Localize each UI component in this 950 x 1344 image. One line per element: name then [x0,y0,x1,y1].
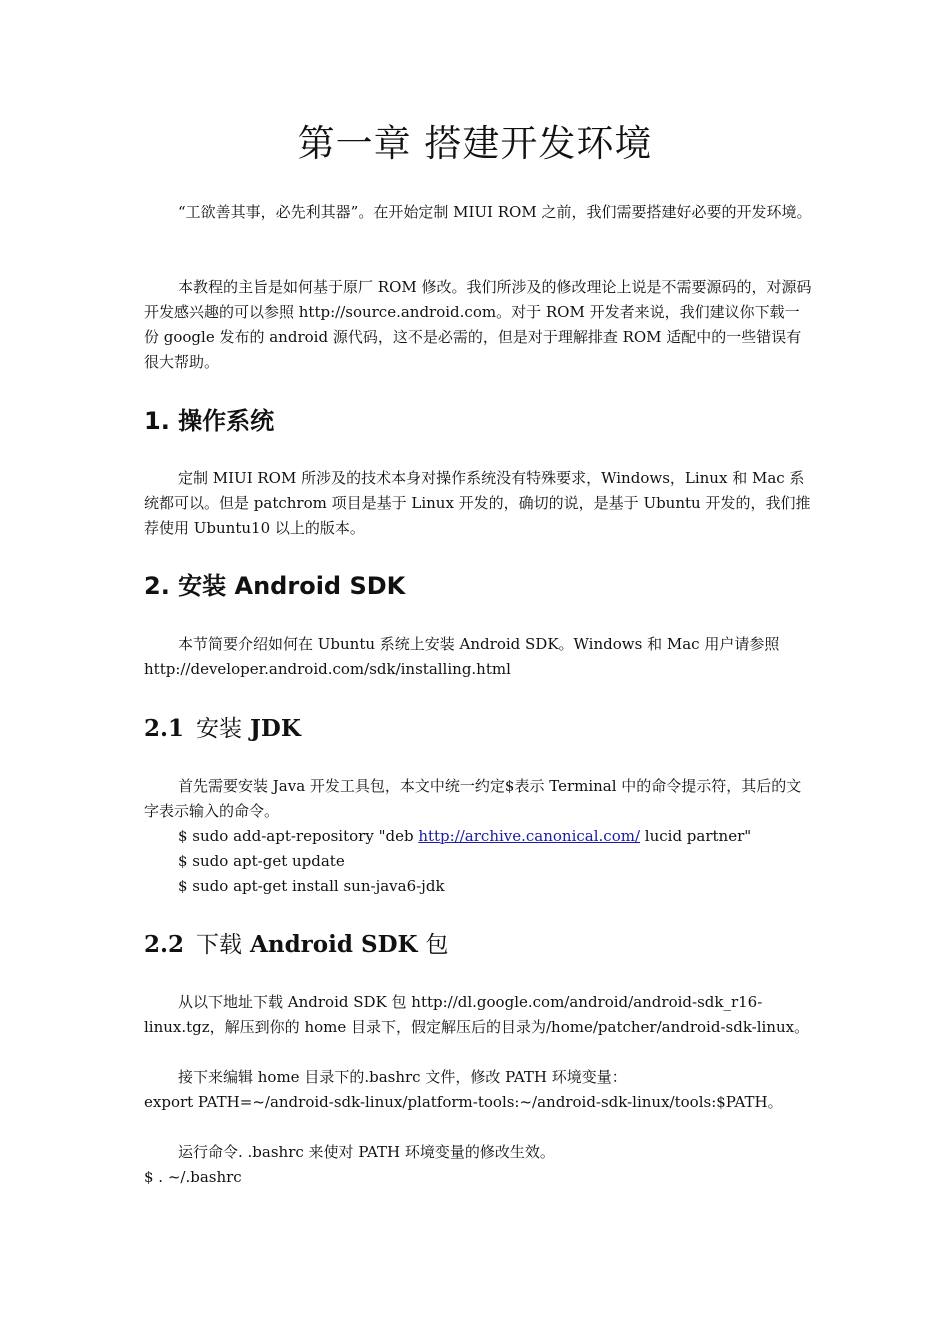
section-heading-android-sdk: 2. 安装 Android SDK [144,572,406,600]
section-sdk-paragraph: 本节简要介绍如何在 Ubuntu 系统上安装 Android SDK。Windows 和 Mac 用户请参照 http://developer.android.com/sdk/installing.html [144,635,780,678]
subsection-number: 2.1 [144,715,185,742]
command-add-repo [178,824,751,849]
source-bashrc-command: $ . ~/.bashrc [144,1168,242,1186]
command-install-jdk: $ sudo apt-get install sun-java6-jdk [178,877,445,895]
subsection-number: 2.2 [144,931,185,958]
subsection-heading-cn: 包 [425,932,449,958]
chapter-title: 第一章 搭建开发环境 [297,122,653,165]
section-os-paragraph: 定制 MIUI ROM 所涉及的技术本身对操作系统没有特殊要求，Windows，Linux 和 Mac 系统都可以。但是 patchrom 项目是基于 Linux 开发的，确切的说，是基于 Ubuntu 开发的，我们推荐使用 Ubuntu10 以上的版本。 [144,469,811,537]
intro-paragraph-2: 本教程的主旨是如何基于原厂 ROM 修改。我们所涉及的修改理论上说是不需要源码的，对源码开发感兴趣的可以参照 http://source.android.com。对于 ROM 开发者来说，我们建议你下载一份 google 发布的 android 源代码，这不是必需的，但是对于理解排查 ROM 适配中的一些错误有很大帮助。 [144,278,812,371]
subsection-heading-cn: 下载 [196,932,243,958]
export-path-line: export PATH=~/android-sdk-linux/platform-tools:~/android-sdk-linux/tools:$PATH。 [144,1093,783,1111]
subsection-heading-download-sdk [144,928,449,962]
jdk-paragraph: 首先需要安装 Java 开发工具包，本文中统一约定$表示 Terminal 中的命令提示符，其后的文字表示输入的命令。 [144,777,802,820]
edit-bashrc-paragraph: 接下来编辑 home 目录下的.bashrc 文件，修改 PATH 环境变量： [178,1068,627,1086]
subsection-heading-cn: 安装 [196,716,243,742]
subsection-heading-en: Android SDK [250,931,418,958]
apply-bashrc-paragraph: 运行命令. .bashrc 来使对 PATH 环境变量的修改生效。 [178,1143,555,1161]
subsection-heading-jdk [144,712,301,746]
command-text: lucid partner" [640,827,752,845]
canonical-archive-link[interactable]: http://archive.canonical.com/ [418,827,641,845]
section-heading-os: 1. 操作系统 [144,407,275,435]
subsection-heading-en: JDK [250,715,301,742]
download-sdk-paragraph: 从以下地址下载 Android SDK 包 http://dl.google.com/android/android-sdk_r16-linux.tgz，解压到你的 home 目录下，假定解压后的目录为/home/patcher/android-sdk-linux。 [144,993,810,1036]
intro-paragraph-1: “工欲善其事，必先利其器”。在开始定制 MIUI ROM 之前，我们需要搭建好必要的开发环境。 [178,203,812,221]
command-apt-update: $ sudo apt-get update [178,852,345,870]
command-text: $ sudo add-apt-repository "deb [178,827,419,845]
